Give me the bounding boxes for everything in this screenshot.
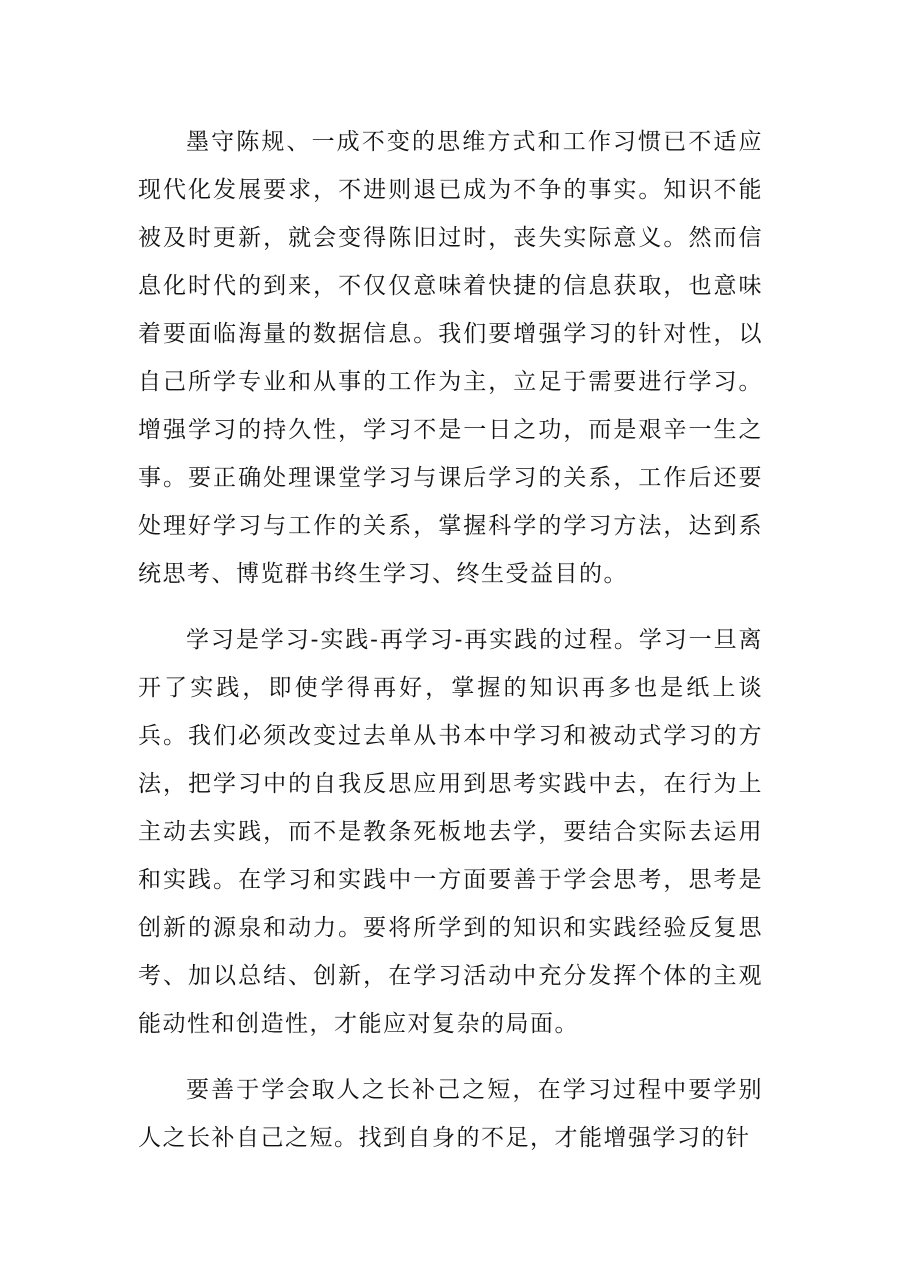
- paragraph-1: 墨守陈规、一成不变的思维方式和工作习惯已不适应现代化发展要求，不进则退已成为不争的事实。知识不能被及时更新，就会变得陈旧过时，丧失实际意义。然而信息化时代的到来，不仅仅意味着快捷的信息获取，也意味着要面临海量的数据信息。我们要增强学习的针对性，以自己所学专业和从事的工作为主，立足于需要进行学习。增强学习的持久性，学习不是一日之功，而是艰辛一生之事。要正确处理课堂学习与课后学习的关系，工作后还要处理好学习与工作的关系，掌握科学的学习方法，达到系统思考、博览群书终生学习、终生受益目的。: [138, 129, 763, 587]
- paragraph-2: 学习是学习-实践-再学习-再实践的过程。学习一旦离开了实践，即使学得再好，掌握的知识再多也是纸上谈兵。我们必须改变过去单从书本中学习和被动式学习的方法，把学习中的自我反思应用到思考实践中去，在行为上主动去实践，而不是教条死板地去学，要结合实际去运用和实践。在学习和实践中一方面要善于学会思考，思考是创新的源泉和动力。要将所学到的知识和实践经验反复思考、加以总结、创新，在学习活动中充分发挥个体的主观能动性和创造性，才能应对复杂的局面。: [138, 627, 763, 1037]
- paragraph-3: 要善于学会取人之长补己之短，在学习过程中要学别人之长补自己之短。找到自身的不足，才能增强学习的针: [138, 1077, 763, 1151]
- document-body: [138, 118, 763, 1180]
